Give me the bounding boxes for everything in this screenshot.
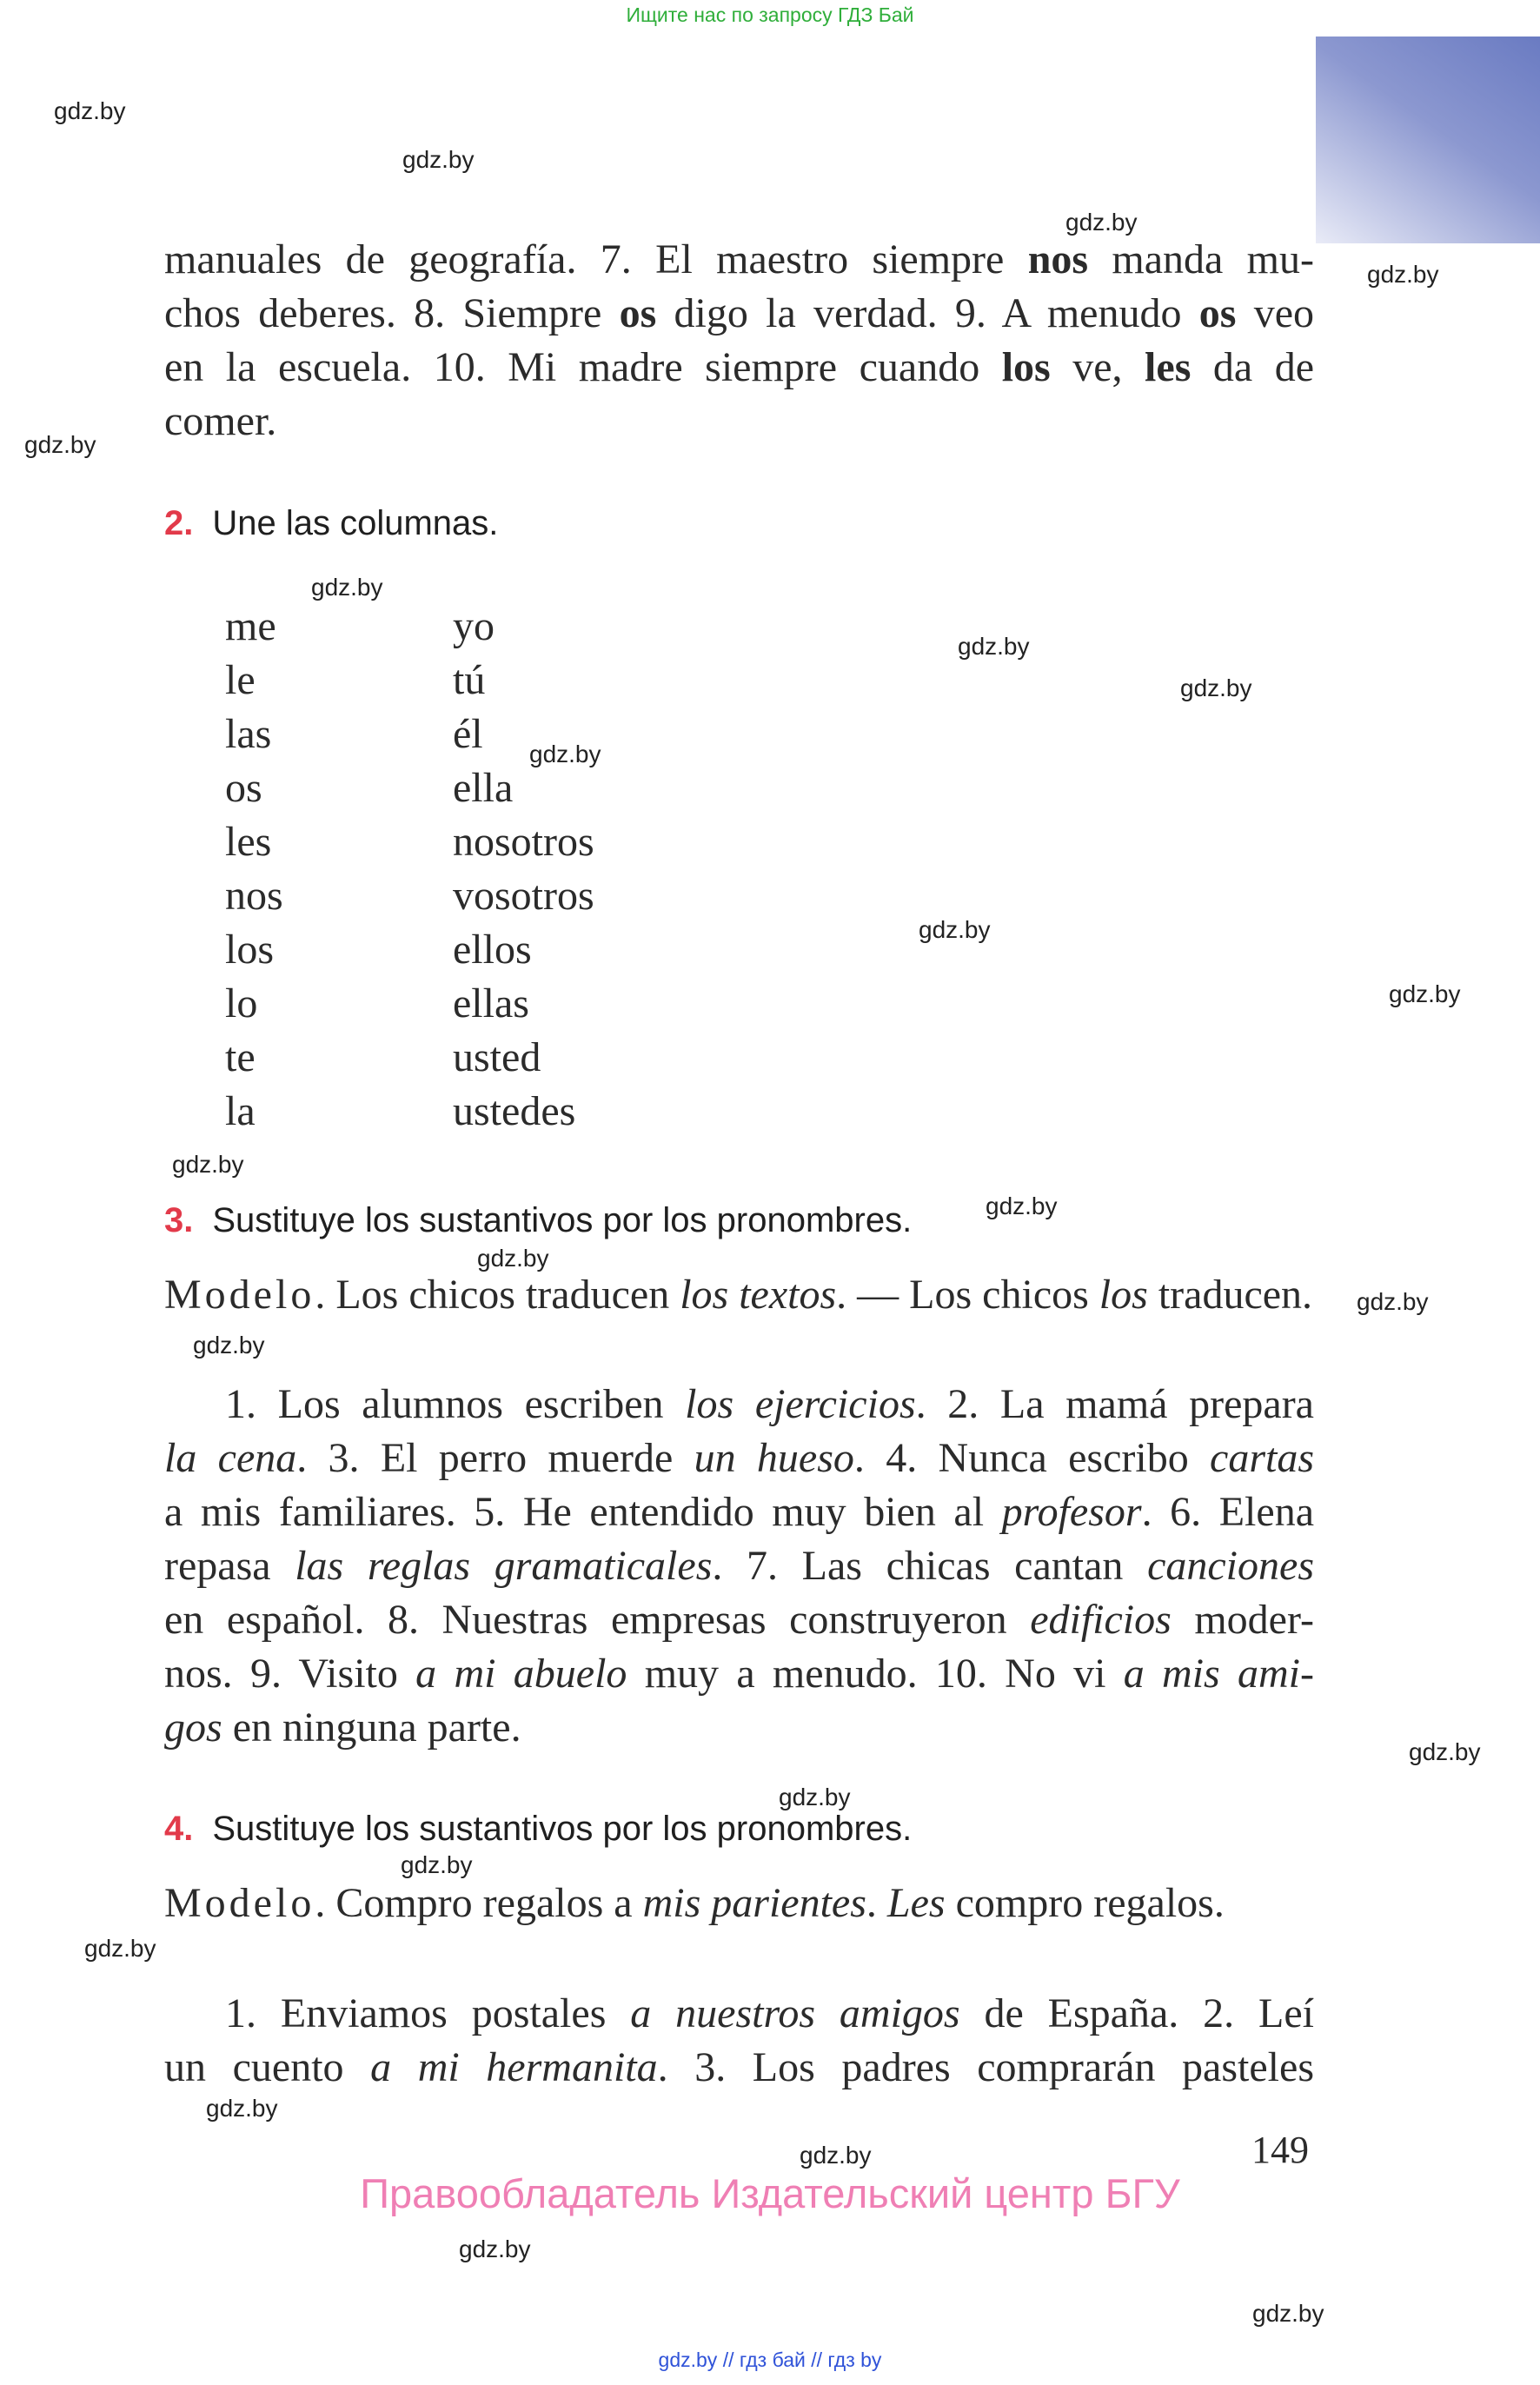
exercise-4-heading	[164, 1810, 912, 1849]
watermark: gdz.by	[477, 1245, 549, 1272]
column-row: me yo	[225, 603, 495, 649]
text-line: en la escuela. 10. Mi madre siempre cuando los ve, les da de	[164, 344, 1314, 390]
column-row: os ella	[225, 765, 514, 811]
column-row: te usted	[225, 1034, 541, 1080]
column-row: los ellos	[225, 927, 532, 973]
column-row: lo ellas	[225, 980, 529, 1026]
text-line: a mis familiares. 5. He entendido muy bien al profesor. 6. Elena	[164, 1489, 1315, 1535]
text-line: gos en ninguna parte.	[164, 1704, 521, 1751]
watermark: gdz.by	[311, 574, 383, 601]
watermark: gdz.by	[1357, 1288, 1429, 1315]
search-banner[interactable]: Ищите нас по запросу ГДЗ Бай	[626, 3, 914, 26]
text-line: 1. Enviamos postales a nuestros amigos de España. 2. Leí	[225, 1990, 1315, 2036]
text-line: repasa las reglas gramaticales. 7. Las chicas cantan canciones	[164, 1543, 1314, 1589]
watermark: gdz.by	[529, 741, 601, 767]
column-row: la ustedes	[225, 1088, 576, 1134]
watermark: gdz.by	[1252, 2300, 1324, 2327]
watermark: gdz.by	[206, 2095, 278, 2122]
column-row: les nosotros	[225, 819, 594, 865]
column-row: nos vosotros	[225, 873, 594, 919]
watermark: gdz.by	[919, 916, 991, 943]
text-line: chos deberes. 8. Siempre os digo la verdad. 9. A menudo os veo	[164, 290, 1314, 336]
column-row: le tú	[225, 657, 486, 703]
exercise-title: Une las columnas.	[212, 504, 499, 542]
exercise-number: 2.	[164, 504, 194, 542]
watermark: gdz.by	[401, 1851, 473, 1878]
corner-decoration	[1316, 37, 1540, 243]
exercise-number: 3.	[164, 1201, 194, 1239]
model-example: Modelo. Los chicos traducen los textos. — Los chicos los traducen.	[164, 1272, 1313, 1318]
column-row: las él	[225, 711, 483, 757]
exercise-number: 4.	[164, 1810, 194, 1848]
text-line: en español. 8. Nuestras empresas construyeron edificios moder-	[164, 1597, 1314, 1643]
exercise-3-text	[164, 1378, 1314, 1755]
watermark: gdz.by	[986, 1192, 1058, 1219]
watermark: gdz.by	[193, 1332, 265, 1359]
text-line: 1. Los alumnos escriben los ejercicios. 2. La mamá prepara	[225, 1381, 1314, 1427]
exercise-4-text	[164, 1987, 1314, 2095]
watermark: gdz.by	[779, 1784, 851, 1810]
watermark: gdz.by	[402, 146, 475, 173]
watermark: gdz.by	[1367, 261, 1439, 288]
watermark: gdz.by	[1180, 674, 1252, 701]
exercise-title: Sustituye los sustantivos por los pronombres.	[212, 1201, 913, 1239]
exercise-2-heading	[164, 504, 498, 543]
watermark: gdz.by	[24, 431, 96, 458]
text-line: la cena. 3. El perro muerde un hueso. 4. Nunca escribo cartas	[164, 1435, 1315, 1481]
text-line: un cuento a mi hermanita. 3. Los padres comprarán pasteles	[164, 2044, 1314, 2090]
watermark: gdz.by	[800, 2142, 872, 2169]
exercise-1-text	[164, 233, 1314, 448]
watermark: gdz.by	[54, 97, 126, 124]
text-line: comer.	[164, 398, 277, 444]
watermark: gdz.by	[459, 2236, 531, 2262]
footer-links[interactable]: gdz.by // гдз бай // гдз by	[658, 2348, 882, 2371]
watermark: gdz.by	[1065, 209, 1138, 236]
watermark: gdz.by	[1389, 980, 1461, 1007]
columns-table	[225, 600, 594, 1139]
page-number: 149	[1251, 2129, 1309, 2171]
exercise-3-heading	[164, 1201, 912, 1240]
exercise-title: Sustituye los sustantivos por los pronombres.	[212, 1810, 913, 1848]
watermark: gdz.by	[958, 633, 1030, 660]
watermark: gdz.by	[1409, 1738, 1481, 1765]
watermark: gdz.by	[84, 1935, 156, 1962]
model-example: Modelo. Compro regalos a mis parientes. Les compro regalos.	[164, 1880, 1225, 1926]
watermark: gdz.by	[172, 1151, 244, 1178]
text-line: manuales de geografía. 7. El maestro siempre nos manda mu-	[164, 236, 1314, 282]
text-line: nos. 9. Visito a mi abuelo muy a menudo. 10. No vi a mis ami-	[164, 1651, 1315, 1697]
copyright-notice: Правообладатель Издательский центр БГУ	[360, 2170, 1180, 2216]
